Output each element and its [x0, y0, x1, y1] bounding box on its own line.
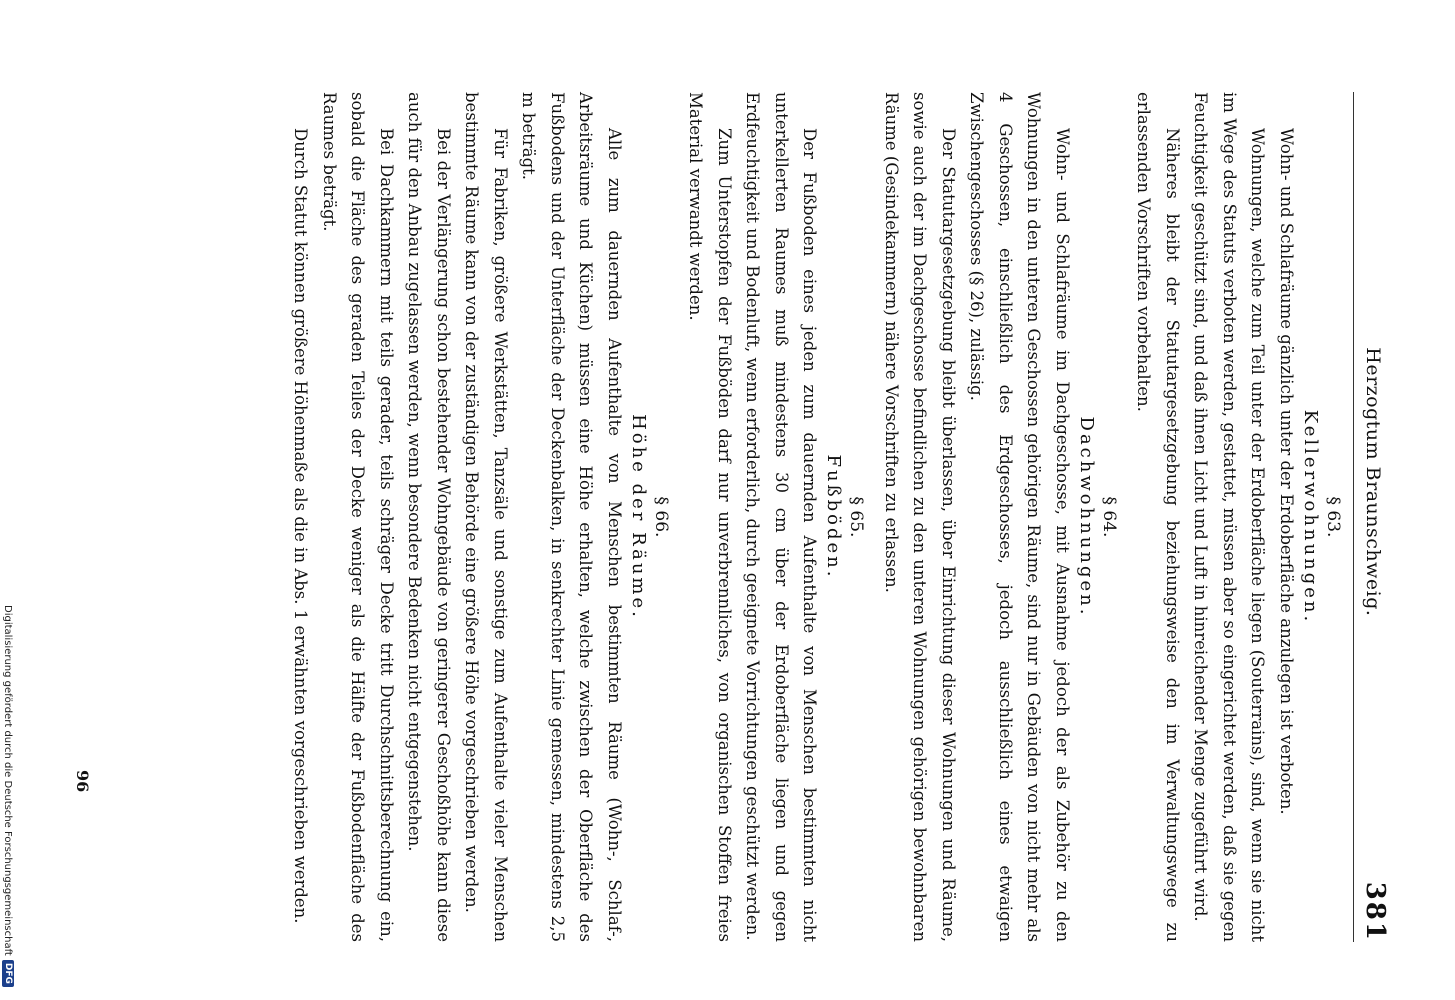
section-63-paragraph: Wohn- und Schlafräume gänzlich unter der Erdoberfläche anzulegen ist verboten. — [1277, 128, 1296, 815]
page-number: 381 — [1360, 881, 1390, 942]
section-64-number: § 64. — [1099, 496, 1119, 538]
section-66-paragraph: Bei Dachkammern mit teils gerader, teils schräger Decke tritt Durchschnittsberechnung ein, sobald die Fläche des geraden Teiles der Decke weniger als die Hälfte der Fußbodenfläche des Raumes beträgt. — [320, 92, 396, 942]
dfg-logo-icon: DFG — [2, 960, 14, 987]
section-64-paragraph: Der Statutargesetzgebung bleibt überlassen, über Einrichtung dieser Wohnungen und Räume, sowie auch der im Dachgeschosse befindlichen zu den unteren Wohnungen gehörigen bewohnbaren Räume (Gesindekammern) nähere Vorschriften zu erlassen. — [882, 92, 958, 942]
section-66-title: Höhe der Räume. — [628, 414, 649, 620]
section-63-paragraph: Näheres bleibt der Statutargesetzgebung beziehungsweise den im Verwaltungswege zu erlassenden Vorschriften vorbehalten. — [1134, 92, 1182, 942]
section-66-paragraph: Durch Statut können größere Höhenmaße als die in Abs. 1 erwähnten vorgeschrieben werden. — [291, 128, 311, 924]
section-65-title: Fußböden. — [823, 454, 845, 580]
section-66-paragraph: Bei der Verlängerung schon bestehender Wohngebäude von geringerer Geschoßhöhe kann diese auch für den Anbau zugelassen werden, wenn besondere Bedenken nicht entgegenstehen. — [405, 92, 453, 942]
funding-note-text: Digitalisierung gefördert durch die Deutsche Forschungsgemeinschaft — [2, 605, 14, 956]
section-66-number: § 66. — [651, 496, 671, 538]
section-64-title: Dachwohnungen. — [1076, 416, 1097, 618]
section-63-paragraph: Wohnungen, welche zum Teil unter der Erdoberfläche liegen (Souterrains), sind, wenn sie nicht im Wege des Statuts verboten werden, gestattet, müssen aber so eingerichtet werden, daß sie gegen Feuchtigkeit geschützt sind, und daß ihnen Licht und Luft in hinreichender Menge zugeführt wird. — [1191, 92, 1268, 942]
funding-note — [2, 605, 14, 985]
section-66-paragraph: Für Fabriken, größere Werkstätten, Tanzsäle und sonstige zum Aufenthalte vieler Menschen bestimmte Räume kann von der zuständigen Behörde eine größere Höhe vorgeschrieben werden. — [462, 92, 510, 942]
section-66-paragraph: Alle zum dauernden Aufenthalte von Menschen bestimmten Räume (Wohn-, Schlaf-, Arbeitsräume und Küchen) müssen eine Höhe erhalten, welche zwischen der Oberfläche des Fußbodens und der Unterfläche der Deckenbalken, in senkrechter Linie gemessen, mindestens 2,5 m beträgt. — [519, 92, 624, 942]
sheet-number: 96 — [73, 770, 92, 793]
running-head — [1353, 92, 1390, 942]
section-64-paragraph: Wohn- und Schlafräume im Dachgeschosse, mit Ausnahme jedoch der als Zubehör zu den Wohnungen in den unteren Geschossen gehörigen Räume, sind nur in Gebäuden von nicht mehr als 4 Geschossen, einschließlich des Erdgeschosses, jedoch ausschließlich eines etwaigen Zwischengeschosses (§ 26), zulässig. — [967, 92, 1072, 942]
page-header-title: Herzogtum Braunschweig. — [1362, 347, 1384, 617]
rotated-page — [110, 82, 1390, 972]
section-65-paragraph: Der Fußboden eines jeden zum dauernden Aufenthalte von Menschen bestimmten nicht unterkellerten Raumes muß mindestens 30 cm über der Erdoberfläche liegen und gegen Erdfeuchtigkeit und Bodenluft, wenn erforderlich, durch geeignete Vorrichtungen geschützt werden. — [743, 92, 820, 942]
section-63-number: § 63. — [1323, 496, 1343, 538]
section-65-paragraph: Zum Unterstopfen der Fußböden darf nur unverbrennliches, von organischen Stoffen freies Material verwandt werden. — [686, 92, 734, 942]
section-63-title: Kellerwohnungen. — [1300, 409, 1321, 625]
section-65-number: § 65. — [846, 496, 867, 538]
